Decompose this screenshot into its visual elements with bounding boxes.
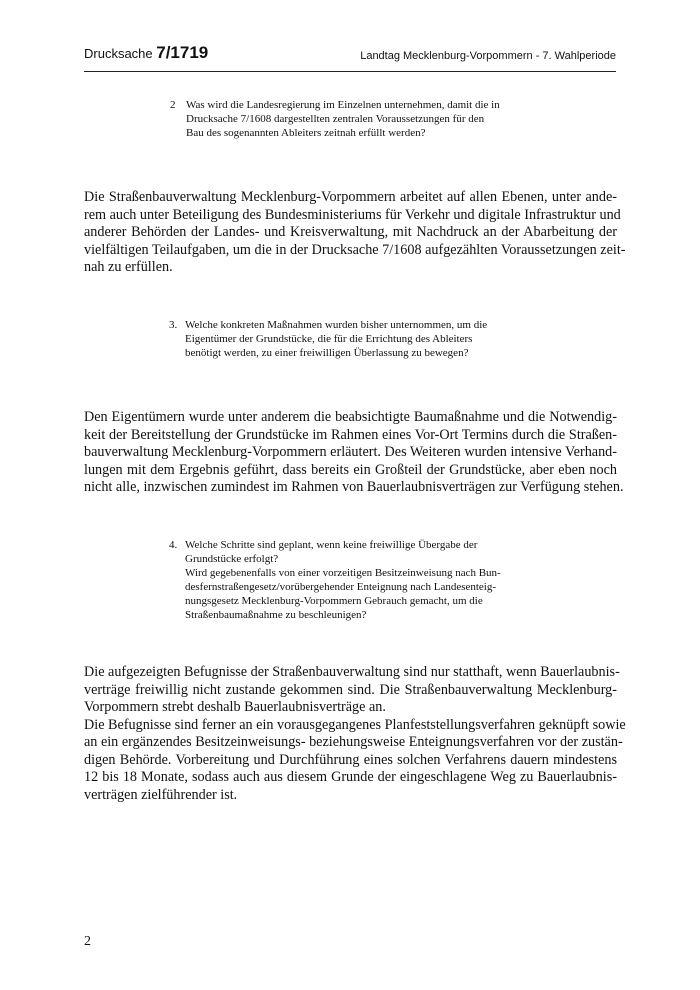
answer-line: Die aufgezeigten Befugnisse der Straßenbauverwaltung sind nur statthaft, wenn Bauerlaubnis- [84, 664, 620, 680]
question-number: 2 [170, 99, 176, 111]
question-line: Grundstücke erfolgt? [185, 553, 279, 565]
question-line: Drucksache 7/1608 dargestellten zentralen Voraussetzungen für den [186, 113, 485, 125]
answer-line: bauverwaltung Mecklenburg-Vorpommern erläutert. Des Weiteren wurden intensive Verhand- [84, 444, 617, 460]
answer-line: an ein ergänzendes Besitzeinweisungs- beziehungsweise Enteignungsverfahren vor der zustän- [84, 734, 623, 750]
answer-line: Vorpommern strebt deshalb Bauerlaubnisverträge an. [84, 699, 386, 715]
answer-line: 12 bis 18 Monate, sodass auch aus diesem Grunde der eingeschlagene Weg zu Bauerlaubnis- [84, 769, 617, 785]
doc-label: Drucksache [84, 46, 157, 61]
question-line: Straßenbaumaßnahme zu beschleunigen? [185, 609, 367, 621]
question-4 [169, 538, 516, 622]
answer-line: verträge freiwillig nicht zustande gekommen sind. Die Straßenbauverwaltung Mecklenburg- [84, 681, 617, 698]
parliament-title: Landtag Mecklenburg-Vorpommern - 7. Wahlperiode [360, 50, 616, 62]
answer-line: Die Befugnisse sind ferner an ein vorausgegangenes Planfeststellungsverfahren geknüpft sowie [84, 716, 626, 733]
answer-2 [84, 189, 626, 277]
answer-line: verträgen zielführender ist. [84, 786, 238, 803]
answer-line: nicht alle, inzwischen zumindest im Rahmen von Bauerlaubnisverträgen zur Verfügung stehen. [84, 479, 624, 495]
doc-number: 7/1719 [156, 43, 209, 62]
question-line: Welche Schritte sind geplant, wenn keine freiwillige Übergabe der [185, 539, 478, 551]
question-number: 3. [169, 319, 178, 331]
question-number: 4. [169, 539, 178, 551]
question-2 [170, 98, 516, 140]
answer-line: rem auch unter Beteiligung des Bundesministeriums für Verkehr und digitale Infrastruktur und [84, 206, 621, 223]
answer-line: keit der Bereitstellung der Grundstücke im Rahmen eines Vor-Ort Termins durch die Straßen- [84, 426, 617, 443]
question-line: Welche konkreten Maßnahmen wurden bisher unternommen, um die [185, 319, 488, 331]
answer-line: vielfältigen Teilaufgaben, um die in der Drucksache 7/1608 aufgezählten Voraussetzungen zeit- [84, 241, 626, 258]
answer-line: Die Straßenbauverwaltung Mecklenburg-Vorpommern arbeitet auf allen Ebenen, unter ande- [84, 189, 617, 205]
answer-line: lungen mit dem Ergebnis geführt, dass bereits ein Großteil der Grundstücke, aber eben noch [84, 461, 617, 478]
question-line: benötigt werden, zu einer freiwilligen Überlassung zu bewegen? [185, 347, 469, 359]
answer-3 [84, 409, 624, 497]
page-header [84, 41, 616, 67]
page-number: 2 [84, 934, 91, 949]
answer-line: nah zu erfüllen. [84, 259, 173, 275]
answer-4 [84, 664, 626, 804]
answer-line: anderer Behörden der Landes- und Kreisverwaltung, mit Nachdruck an der Abarbeitung der [84, 224, 617, 240]
header-divider [84, 71, 616, 72]
document-reference [84, 43, 208, 63]
answer-line: digen Behörde. Vorbereitung und Durchführung eines solchen Verfahrens dauern mindestens [84, 751, 617, 768]
question-line: Wird gegebenenfalls von einer vorzeitigen Besitzeinweisung nach Bun- [185, 567, 501, 579]
answer-line: Den Eigentümern wurde unter anderem die beabsichtigte Baumaßnahme und die Notwendig- [84, 409, 617, 425]
question-line: Was wird die Landesregierung im Einzelnen unternehmen, damit die in [186, 99, 500, 111]
question-line: desfernstraßengesetz/vorübergehender Enteignung nach Landesenteig- [185, 581, 497, 593]
question-line: Eigentümer der Grundstücke, die für die Errichtung des Ableiters [185, 333, 473, 345]
question-line: Bau des sogenannten Ableiters zeitnah erfüllt werden? [186, 127, 426, 139]
question-3 [169, 318, 516, 360]
question-line: nungsgesetz Mecklenburg-Vorpommern Gebrauch gemacht, um die [185, 595, 483, 607]
